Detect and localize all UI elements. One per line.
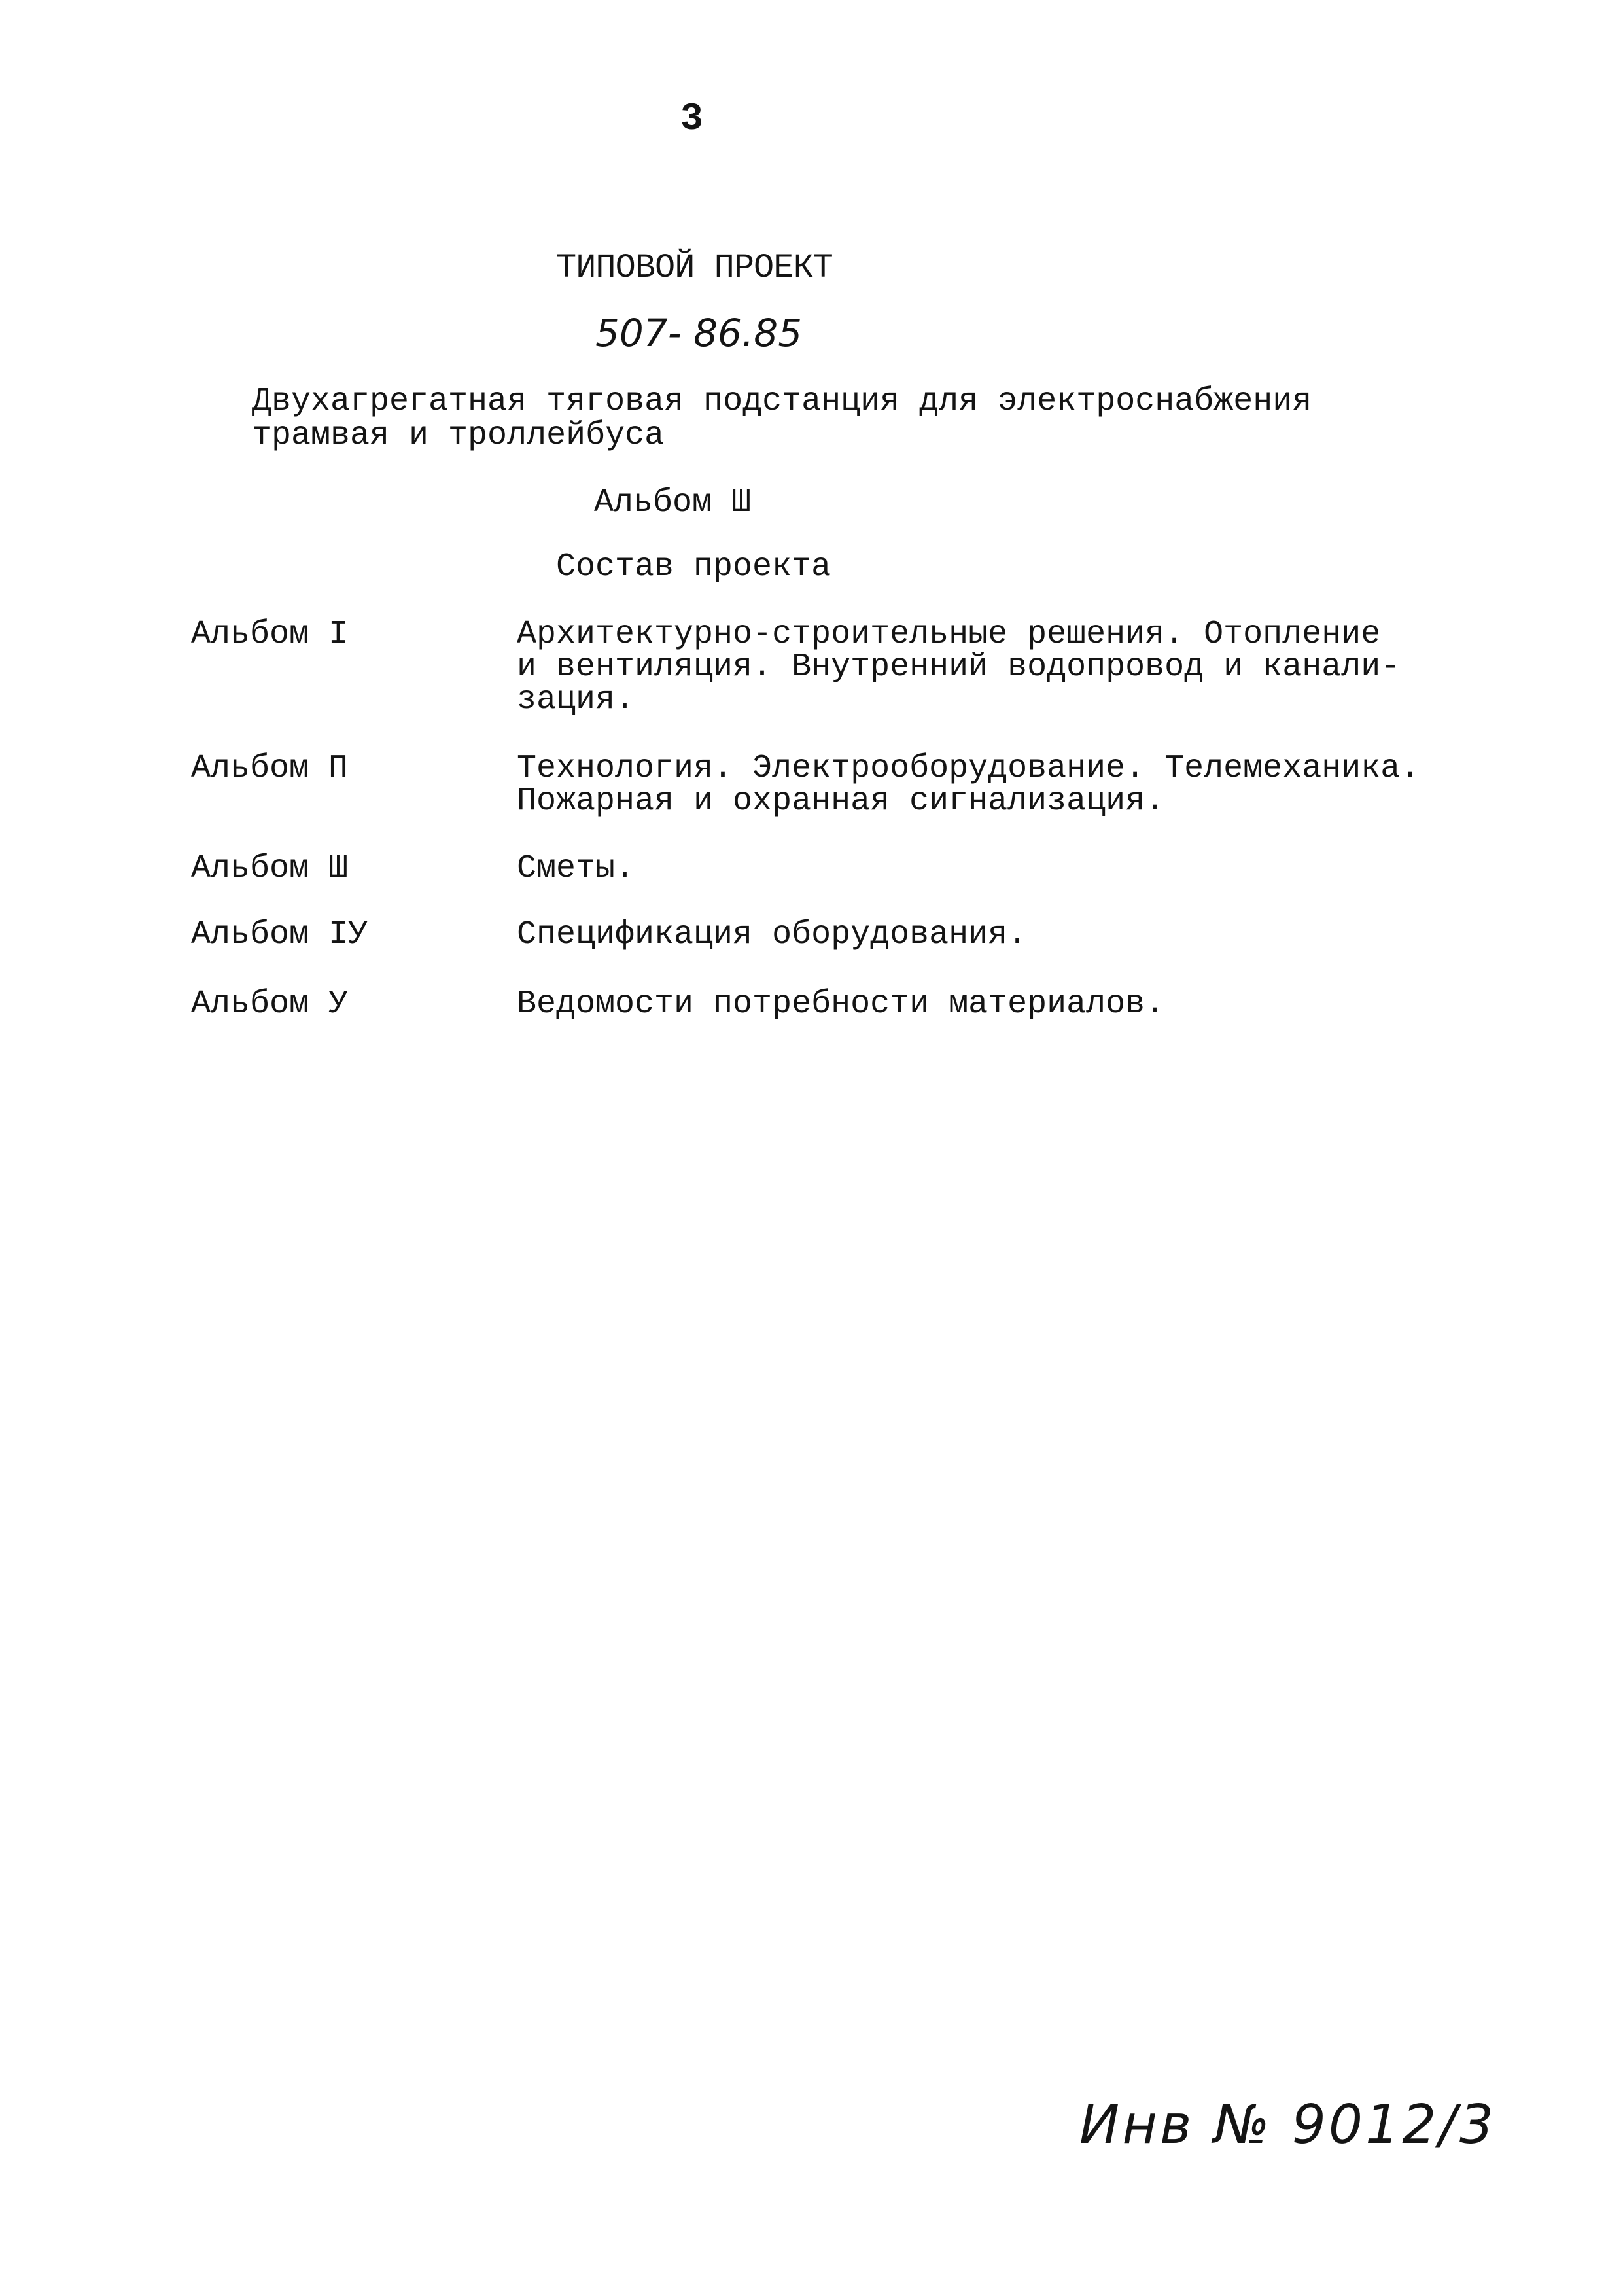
album-label: Альбом I	[191, 616, 349, 653]
album-label: Альбом У	[191, 985, 349, 1023]
album-description: Технология. Электрооборудование. Телемеханика. Пожарная и охранная сигнализация.	[517, 750, 1420, 820]
document-type: ТИПОВОЙ ПРОЕКТ	[556, 249, 833, 287]
contents-heading: Состав проекта	[556, 548, 831, 586]
album-heading: Альбом Ш	[594, 484, 752, 521]
page-number: 3	[680, 98, 703, 141]
album-description: Сметы.	[517, 850, 635, 887]
inventory-number: Инв № 9012/3	[1079, 2094, 1497, 2156]
album-label: Альбом Ш	[191, 850, 349, 887]
document-code: 507- 86.85	[595, 311, 803, 355]
album-description: Спецификация оборудования.	[517, 916, 1028, 953]
album-label: Альбом IУ	[191, 916, 368, 953]
album-label: Альбом П	[191, 750, 349, 787]
album-description: Архитектурно-строительные решения. Отопление и вентиляция. Внутренний водопровод и канали- зация.	[517, 616, 1401, 718]
album-description: Ведомости потребности материалов.	[517, 985, 1165, 1023]
document-title: Двухагрегатная тяговая подстанция для электроснабжения трамвая и троллейбуса	[252, 383, 1312, 454]
